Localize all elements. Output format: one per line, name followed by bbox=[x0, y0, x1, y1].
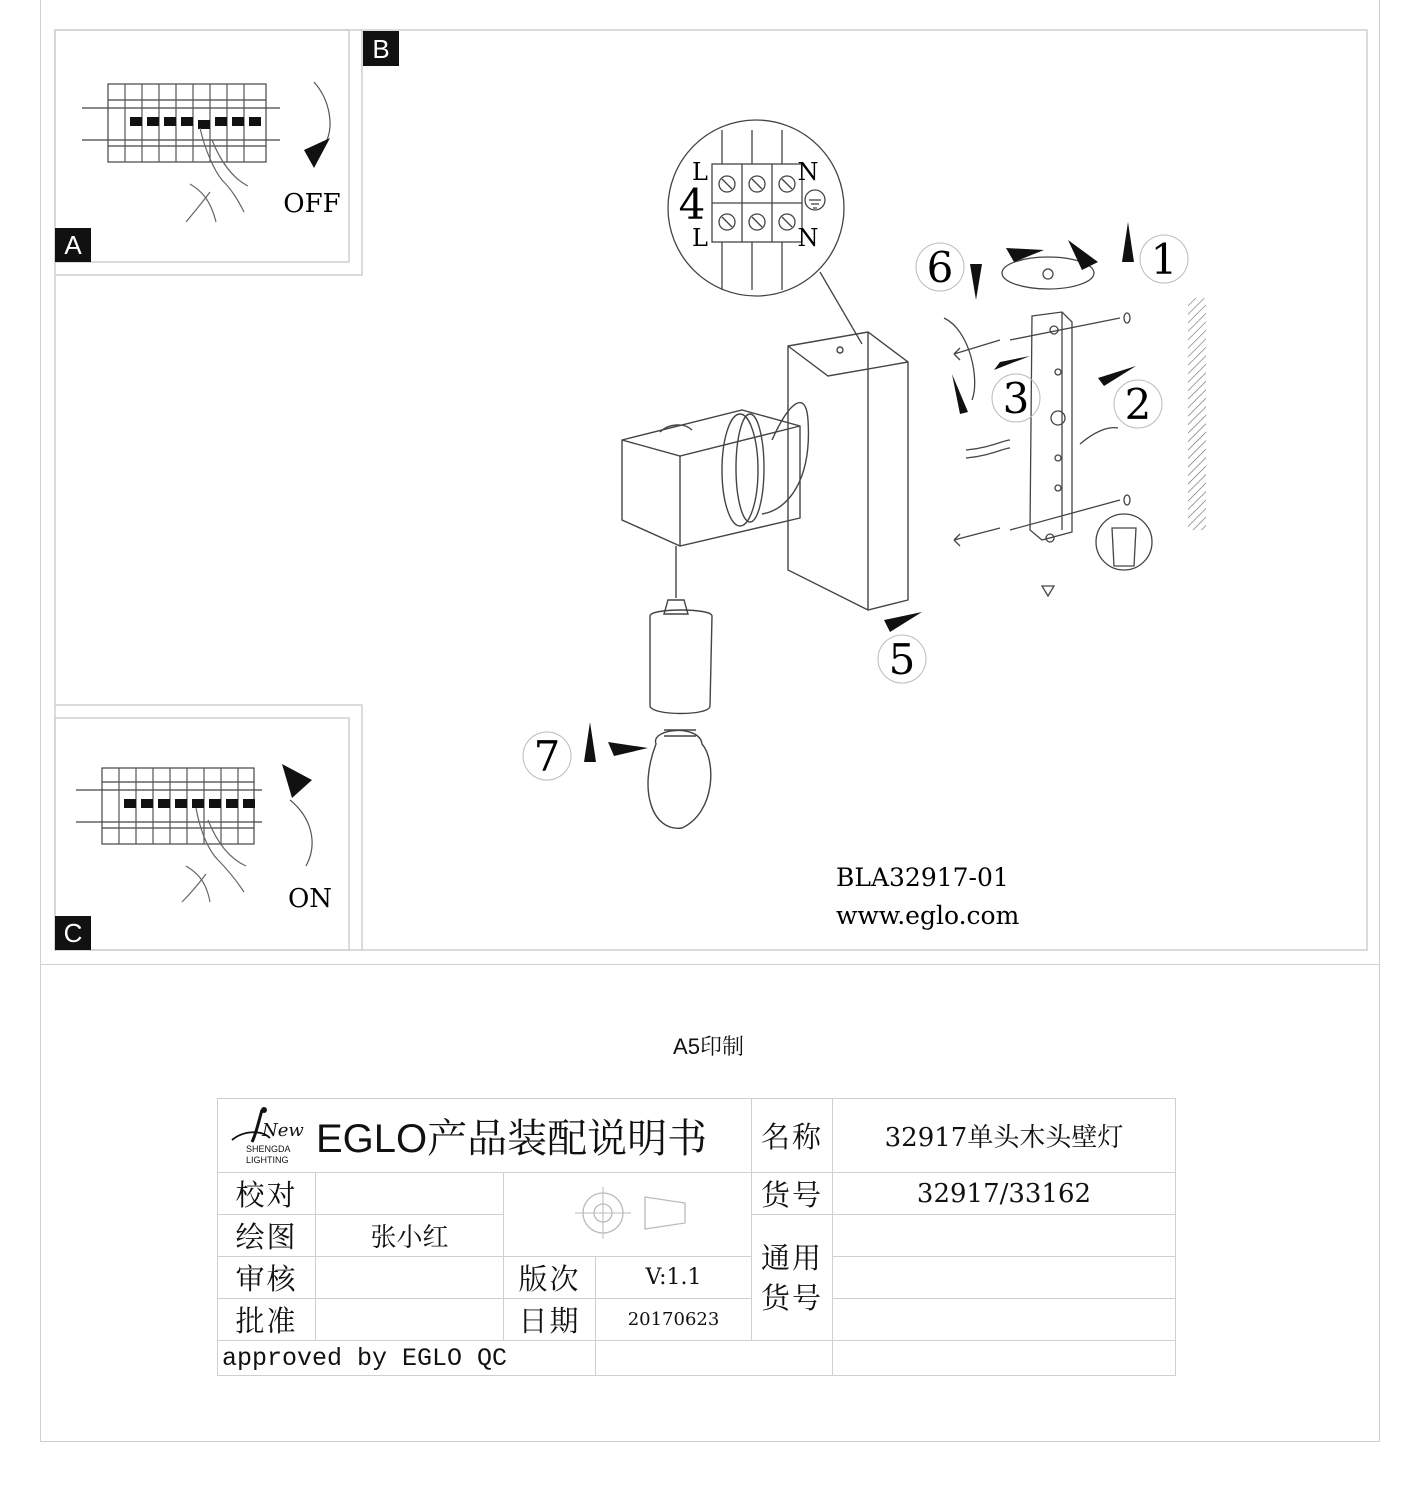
general-item-value-3 bbox=[833, 1299, 1176, 1341]
panel-c-letter bbox=[55, 916, 91, 950]
date-label: 日期 bbox=[504, 1299, 596, 1341]
item-no-label: 货号 bbox=[752, 1173, 833, 1215]
document-title: EGLO产品装配说明书 bbox=[316, 1117, 708, 1161]
draw-value: 张小红 bbox=[316, 1215, 504, 1257]
step-number-4 bbox=[679, 180, 706, 229]
svg-text:7: 7 bbox=[533, 732, 561, 781]
title-block bbox=[217, 1098, 1176, 1376]
date-value: 20170623 bbox=[596, 1299, 752, 1341]
off-arrow-icon bbox=[304, 138, 330, 168]
check-label: 校对 bbox=[218, 1173, 316, 1215]
step-number-6 bbox=[916, 243, 964, 292]
svg-text:5: 5 bbox=[888, 635, 916, 684]
general-item-value-1 bbox=[833, 1215, 1176, 1257]
projection-symbol-icon bbox=[563, 1183, 693, 1243]
terminal-label-n-bottom: N bbox=[797, 224, 819, 252]
drawing-code: BLA32917-01 bbox=[836, 863, 1009, 892]
projection-symbol-cell bbox=[504, 1173, 752, 1257]
step-number-1 bbox=[1140, 235, 1188, 284]
version-label: 版次 bbox=[504, 1257, 596, 1299]
review-value bbox=[316, 1257, 504, 1299]
terminal-label-n-top: N bbox=[797, 158, 819, 186]
off-label: OFF bbox=[283, 189, 341, 219]
terminal-label-l-bottom: L bbox=[692, 224, 708, 252]
wall-lamp-illustration bbox=[622, 332, 908, 828]
step-number-7 bbox=[523, 732, 571, 781]
company-logo: New SHENGDA LIGHTING bbox=[218, 1100, 316, 1172]
website: www.eglo.com bbox=[836, 901, 1020, 930]
svg-text:3: 3 bbox=[1002, 374, 1030, 423]
step-number-2 bbox=[1114, 380, 1162, 429]
svg-text:1: 1 bbox=[1150, 235, 1178, 284]
name-value: 32917单头木头壁灯 bbox=[833, 1099, 1176, 1173]
svg-text:4: 4 bbox=[678, 180, 706, 229]
svg-text:6: 6 bbox=[926, 243, 954, 292]
header-cell bbox=[218, 1099, 752, 1173]
svg-text:A: A bbox=[64, 230, 82, 260]
svg-text:B: B bbox=[372, 34, 390, 64]
general-item-label-line1: 通用 bbox=[760, 1240, 823, 1275]
approval-empty-cell bbox=[596, 1341, 833, 1376]
item-no-value: 32917/33162 bbox=[833, 1173, 1176, 1215]
section-divider bbox=[40, 964, 1380, 965]
name-label: 名称 bbox=[752, 1099, 833, 1173]
step-number-3 bbox=[992, 374, 1040, 423]
breaker-panel-on-illustration bbox=[76, 768, 312, 902]
panel-a-letter bbox=[55, 228, 91, 262]
on-arrow-icon bbox=[282, 764, 312, 798]
terminal-label-l-top: L bbox=[692, 158, 708, 186]
mounting-bracket-illustration bbox=[944, 257, 1206, 596]
version-value: V:1.1 bbox=[596, 1257, 752, 1299]
general-item-label bbox=[752, 1215, 833, 1341]
review-label: 审核 bbox=[218, 1257, 316, 1299]
step-number-5 bbox=[878, 635, 926, 684]
assembly-arrows bbox=[584, 222, 1136, 762]
check-value bbox=[316, 1173, 504, 1215]
general-item-label-line2: 货号 bbox=[760, 1280, 823, 1315]
approval-note: approved by EGLO QC bbox=[218, 1341, 596, 1376]
svg-text:2: 2 bbox=[1124, 380, 1152, 429]
approve-label: 批准 bbox=[218, 1299, 316, 1341]
on-label: ON bbox=[287, 884, 333, 914]
panel-b-letter bbox=[363, 31, 399, 66]
approve-value bbox=[316, 1299, 504, 1341]
svg-text:C: C bbox=[63, 918, 83, 948]
general-item-value-2 bbox=[833, 1257, 1176, 1299]
approval-empty-cell-2 bbox=[833, 1341, 1176, 1376]
print-format-note: A5印制 bbox=[673, 1034, 744, 1059]
draw-label: 绘图 bbox=[218, 1215, 316, 1257]
